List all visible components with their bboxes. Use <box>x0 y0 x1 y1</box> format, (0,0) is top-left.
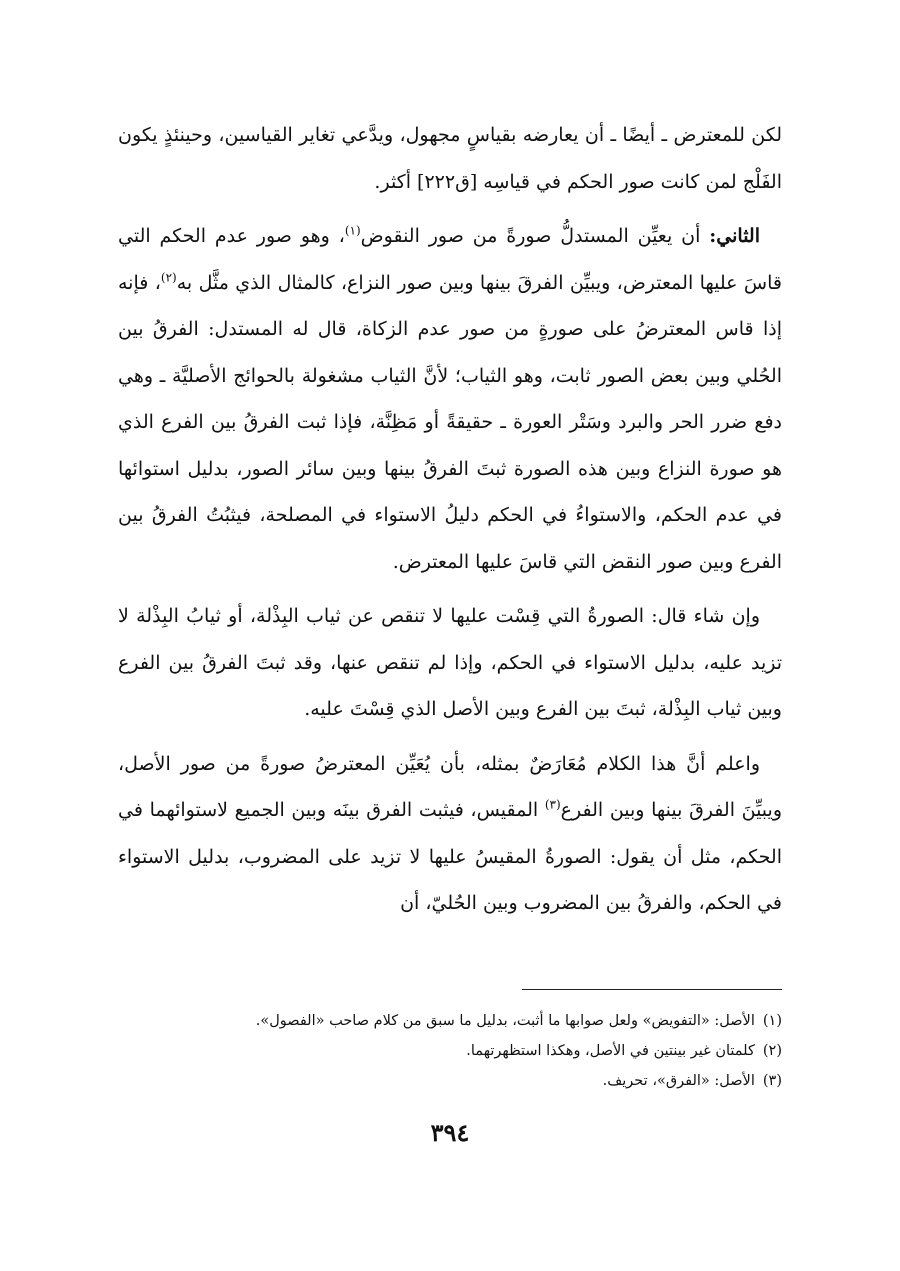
paragraph-1-text: لكن للمعترض ـ أيضًا ـ أن يعارضه بقياسٍ مجهول، ويدَّعي تغاير القياسين، وحينئذٍ يكون الفَلْج لمن كانت صور الحكم في قياسِه [ق٢٢٢] أكثر. <box>118 124 782 193</box>
footnotes <box>118 1006 782 1096</box>
paragraph-3-text: وإن شاء قال: الصورةُ التي قِسْت عليها لا تنقص عن ثياب البِذْلة، أو ثيابُ البِذْلة لا تزيد عليه، بدليل الاستواء في الحكم، وإذا لم تنقص عنها، وقد ثبتَ الفرقُ بين الفرع وبين ثياب البِذْلة، ثبتَ بين الفرع وبين الأصل الذي قِسْتَ عليه. <box>118 605 782 720</box>
paragraph-2 <box>118 213 782 585</box>
footnote-3-text: الأصل: «الفرق»، تحريف. <box>602 1073 755 1089</box>
footnote-ref-3: (٣) <box>544 797 561 812</box>
page-number: ٣٩٤ <box>430 1118 470 1147</box>
footnote-2-number: (٢) <box>762 1043 782 1059</box>
footnote-divider <box>522 989 782 990</box>
footnote-2-text: كلمتان غير بينتين في الأصل، وهكذا استظهرتهما. <box>466 1043 755 1059</box>
footnote-3 <box>118 1066 782 1096</box>
paragraph-2-text-a: أن يعيِّن المستدلُّ صورةً من صور النقوض <box>360 225 701 247</box>
paragraph-2-text-b: ، وهو صور عدم الحكم التي قاسَ عليها المعترض، ويبيِّن الفرقَ بينها وبين صور النزاع، كالمثال الذي مثَّل به <box>118 225 782 294</box>
paragraph-2-lead: الثاني: <box>709 225 760 247</box>
footnote-1-text: الأصل: «التفويض» ولعل صوابها ما أثبت، بدليل ما سبق من كلام صاحب «الفصول». <box>255 1013 755 1029</box>
main-text <box>118 112 782 935</box>
footnote-2 <box>118 1036 782 1066</box>
paragraph-2-text-c: ، فإنه إذا قاس المعترضُ على صورةٍ من صور عدم الزكاة، قال له المستدل: الفرقُ بين الحُلي وبين بعض الصور ثابت، وهو الثياب؛ لأنَّ الثياب مشغولة بالحوائج الأصليَّة ـ وهي دفع ضرر الحر والبرد وسَتْر العورة ـ حقيقةً أو مَظِنَّة، فإذا ثبت الفرقُ بين الفرع الذي هو صورة النزاع وبين هذه الصورة ثبتَ الفرقُ بينها وبين سائر الصور، بدليل استوائها في عدم الحكم، والاستواءُ في الحكم دليلُ الاستواء في المصلحة، فيثبُتُ الفرقُ بين الفرع وبين صور النقض التي قاسَ عليها المعترض. <box>118 271 782 573</box>
paragraph-1 <box>118 112 782 205</box>
paragraph-4 <box>118 741 782 927</box>
footnote-1 <box>118 1006 782 1036</box>
footnote-1-number: (١) <box>762 1013 782 1029</box>
paragraph-4-text-a: واعلم أنَّ هذا الكلام مُعَارَضٌ بمثله، بأن يُعَيِّن المعترضُ صورةً من صور الأصل، ويبيِّنَ الفرقَ بينها وبين الفرع <box>118 752 783 821</box>
footnote-3-number: (٣) <box>762 1073 782 1089</box>
footnote-ref-2: (٢) <box>160 270 177 285</box>
paragraph-3 <box>118 593 782 733</box>
footnote-ref-1: (١) <box>344 223 361 238</box>
paragraph-4-text-b: المقيس، فيثبت الفرق بينَه وبين الجميع لاستوائهما في الحكم، مثل أن يقول: الصورةُ المقيسُ عليها لا تزيد على المضروب، بدليل الاستواء في الحكم، والفرقُ بين المضروب وبين الحُليّ، أن <box>118 799 782 914</box>
